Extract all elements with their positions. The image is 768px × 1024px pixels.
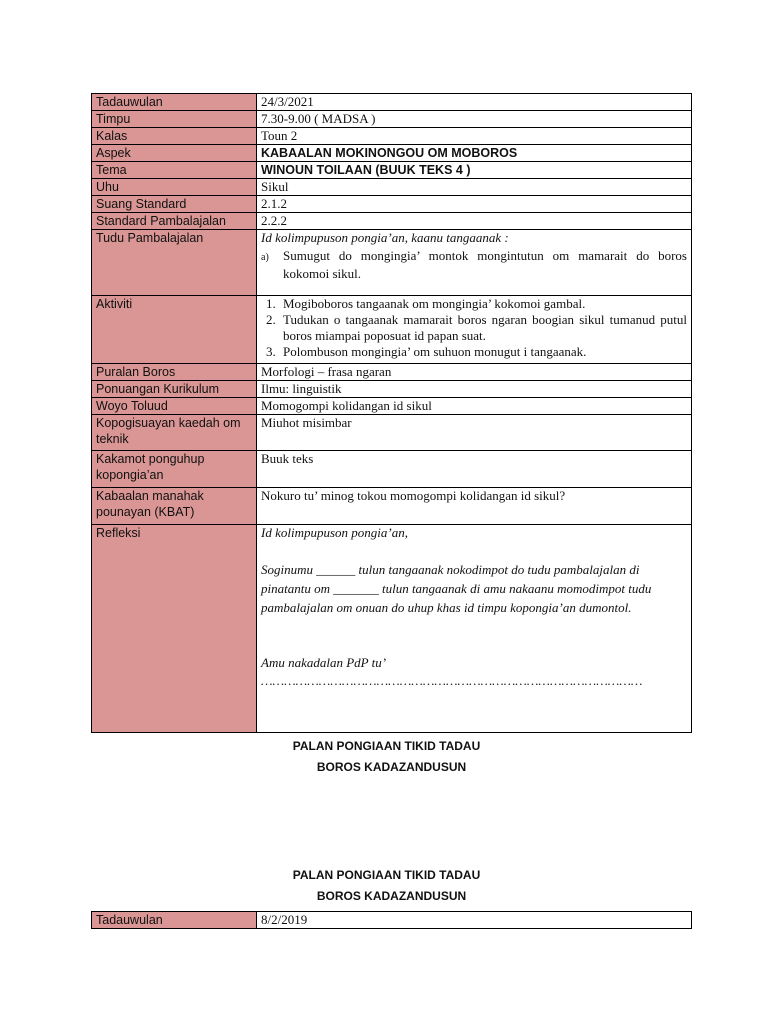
row-standard-pambalajalan xyxy=(92,213,692,230)
page-heading-1 xyxy=(91,739,692,774)
label-tudu-pambalajalan: Tudu Pambalajalan xyxy=(92,230,257,296)
label-kopogisuayan: Kopogisuayan kaedah om teknik xyxy=(92,415,257,451)
row-tema xyxy=(92,162,692,179)
label-aktiviti: Aktiviti xyxy=(92,296,257,364)
tudu-intro: Id kolimpupuson pongia’an, kaanu tangaanak : xyxy=(261,230,509,245)
row-tadauwulan xyxy=(92,912,692,929)
label-puralan-boros: Puralan Boros xyxy=(92,364,257,381)
value-refleksi xyxy=(257,525,692,733)
value-kalas: Toun 2 xyxy=(257,128,692,145)
value-ponuangan-kurikulum: Ilmu: linguistik xyxy=(257,381,692,398)
row-timpu xyxy=(92,111,692,128)
heading-line-1: PALAN PONGIAAN TIKID TADAU xyxy=(292,868,481,882)
label-refleksi: Refleksi xyxy=(92,525,257,733)
row-tadauwulan xyxy=(92,94,692,111)
row-kbat xyxy=(92,488,692,525)
aktiviti-item: 2. Tudukan o tangaanak mamarait boros ngaran boogian sikul tumanud putul boros miampai poposuat id papan suat. xyxy=(279,312,687,344)
label-suang-standard: Suang Standard xyxy=(92,196,257,213)
label-standard-pambalajalan: Standard Pambalajalan xyxy=(92,213,257,230)
label-kalas: Kalas xyxy=(92,128,257,145)
value-aktiviti xyxy=(257,296,692,364)
value-kakamot-ponguhup: Buuk teks xyxy=(257,451,692,488)
row-suang-standard xyxy=(92,196,692,213)
label-tadauwulan: Tadauwulan xyxy=(92,94,257,111)
refleksi-dots: ……………………………………………………………………………………… xyxy=(261,673,643,688)
value-aspek: KABAALAN MOKINONGOU OM MOBOROS xyxy=(257,145,692,162)
label-uhu: Uhu xyxy=(92,179,257,196)
value-tema: WINOUN TOILAAN (BUUK TEKS 4 ) xyxy=(257,162,692,179)
lesson-plan-table-2 xyxy=(91,911,692,929)
value-tadauwulan: 8/2/2019 xyxy=(257,912,692,929)
refleksi-body: Soginumu ______ tulun tangaanak nokodimpot do tudu pambalajalan di pinatantu om _______ tulun tangaanak di amu nakaanu momodimpot tudu pambalajalan om onuan do uhup khas id timpu kopongia’an dumontol. xyxy=(261,562,652,615)
value-puralan-boros: Morfologi – frasa ngaran xyxy=(257,364,692,381)
row-ponuangan-kurikulum xyxy=(92,381,692,398)
value-uhu: Sikul xyxy=(257,179,692,196)
aktiviti-item: 3. Polombuson mongingia’ om suhuon monugut i tangaanak. xyxy=(279,344,687,360)
label-kakamot-ponguhup: Kakamot ponguhup kopongia’an xyxy=(92,451,257,488)
aktiviti-list xyxy=(261,296,687,360)
label-tadauwulan: Tadauwulan xyxy=(92,912,257,929)
row-kopogisuayan xyxy=(92,415,692,451)
row-kalas xyxy=(92,128,692,145)
heading-line-2: BOROS KADAZANDUSUN xyxy=(316,760,467,774)
label-ponuangan-kurikulum: Ponuangan Kurikulum xyxy=(92,381,257,398)
tudu-item-marker: a) xyxy=(261,252,269,263)
tudu-item xyxy=(261,248,687,282)
refleksi-intro: Id kolimpupuson pongia’an, xyxy=(261,525,408,540)
row-aktiviti xyxy=(92,296,692,364)
value-woyo-toluud: Momogompi kolidangan id sikul xyxy=(257,398,692,415)
value-tudu-pambalajalan xyxy=(257,230,692,296)
value-kopogisuayan: Miuhot misimbar xyxy=(257,415,692,451)
refleksi-closing: Amu nakadalan PdP tu’ xyxy=(261,655,387,670)
row-aspek xyxy=(92,145,692,162)
heading-line-2: BOROS KADAZANDUSUN xyxy=(316,889,467,903)
value-suang-standard: 2.1.2 xyxy=(257,196,692,213)
label-timpu: Timpu xyxy=(92,111,257,128)
value-tadauwulan: 24/3/2021 xyxy=(257,94,692,111)
label-aspek: Aspek xyxy=(92,145,257,162)
label-kbat: Kabaalan manahak pounayan (KBAT) xyxy=(92,488,257,525)
label-tema: Tema xyxy=(92,162,257,179)
tudu-item-text: Sumugut do mongingia’ montok mongintutun om mamarait do boros kokomoi sikul. xyxy=(283,248,687,281)
value-standard-pambalajalan: 2.2.2 xyxy=(257,213,692,230)
row-tudu-pambalajalan xyxy=(92,230,692,296)
label-woyo-toluud: Woyo Toluud xyxy=(92,398,257,415)
row-kakamot-ponguhup xyxy=(92,451,692,488)
row-woyo-toluud xyxy=(92,398,692,415)
page-heading-2 xyxy=(91,868,692,903)
row-puralan-boros xyxy=(92,364,692,381)
row-refleksi xyxy=(92,525,692,733)
lesson-plan-table xyxy=(91,93,692,733)
aktiviti-item: 1. Mogiboboros tangaanak om mongingia’ kokomoi gambal. xyxy=(279,296,687,312)
heading-line-1: PALAN PONGIAAN TIKID TADAU xyxy=(292,739,481,753)
value-timpu: 7.30-9.00 ( MADSA ) xyxy=(257,111,692,128)
value-kbat: Nokuro tu’ minog tokou momogompi kolidangan id sikul? xyxy=(257,488,692,525)
row-uhu xyxy=(92,179,692,196)
